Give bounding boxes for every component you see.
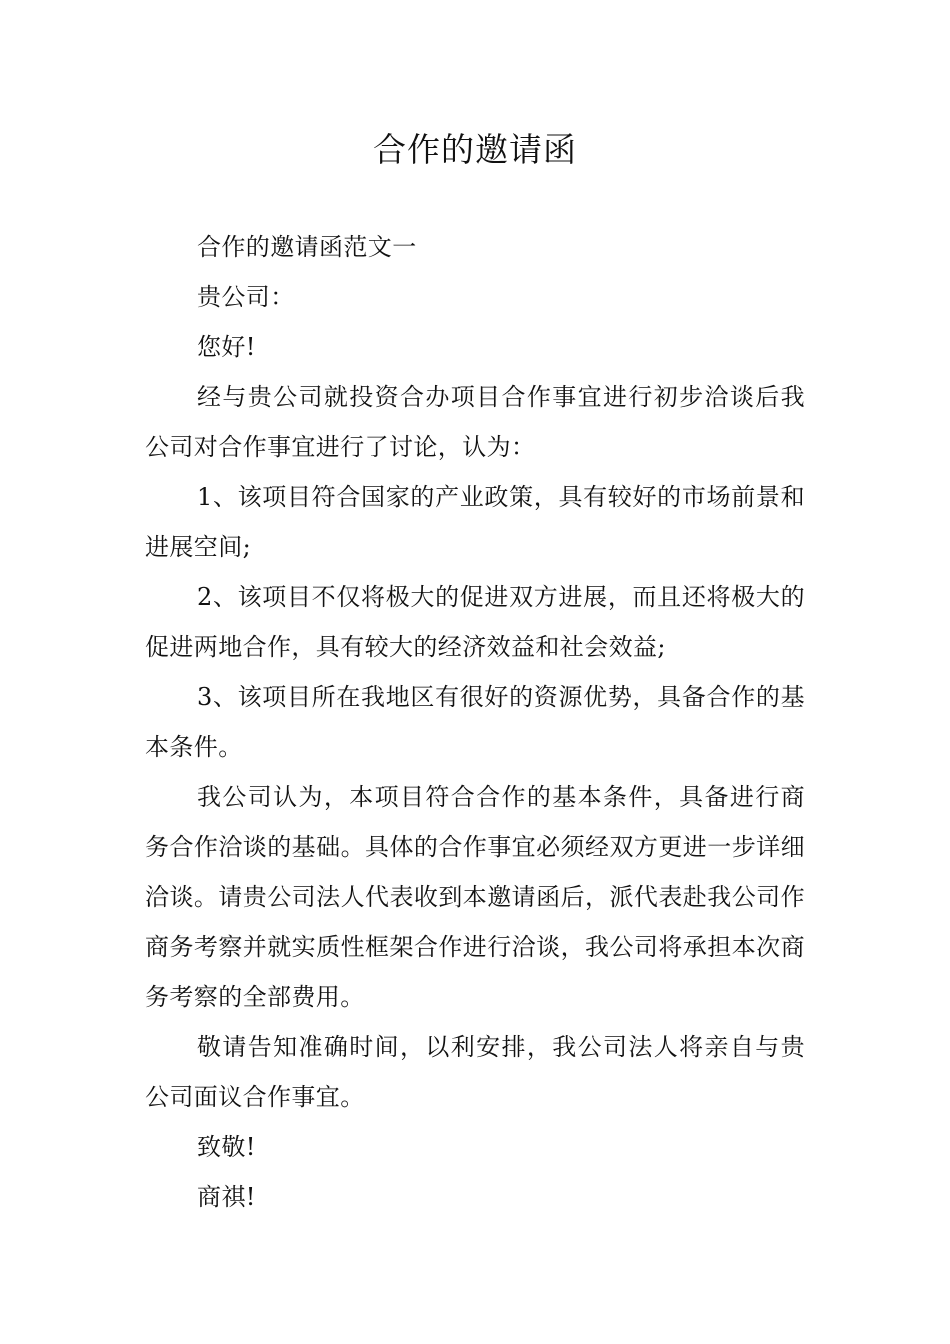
paragraph-intro: 经与贵公司就投资合办项目合作事宜进行初步洽谈后我公司对合作事宜进行了讨论，认为：	[145, 383, 805, 461]
paragraph-salutation: 贵公司：	[197, 283, 295, 311]
paragraph-greeting: 您好!	[197, 333, 256, 361]
document-body	[145, 222, 805, 1222]
paragraph-request: 敬请告知准确时间，以利安排，我公司法人将亲自与贵公司面议合作事宜。	[145, 1033, 805, 1111]
paragraph-subtitle: 合作的邀请函范文一	[197, 233, 417, 261]
paragraph-conclusion: 我公司认为，本项目符合合作的基本条件，具备进行商务合作洽谈的基础。具体的合作事宜必须经双方更进一步详细洽谈。请贵公司法人代表收到本邀请函后，派代表赴我公司作商务考察并就实质性框架合作进行洽谈，我公司将承担本次商务考察的全部费用。	[145, 783, 805, 1011]
paragraph-point-2: 2、该项目不仅将极大的促进双方进展，而且还将极大的促进两地合作，具有较大的经济效益和社会效益;	[145, 583, 805, 661]
paragraph-point-3: 3、该项目所在我地区有很好的资源优势，具备合作的基本条件。	[145, 683, 805, 761]
document-title: 合作的邀请函	[373, 130, 577, 169]
paragraph-closing-1: 致敬!	[197, 1133, 256, 1161]
paragraph-closing-2: 商祺!	[197, 1183, 256, 1211]
paragraph-point-1: 1、该项目符合国家的产业政策，具有较好的市场前景和进展空间;	[145, 483, 805, 561]
